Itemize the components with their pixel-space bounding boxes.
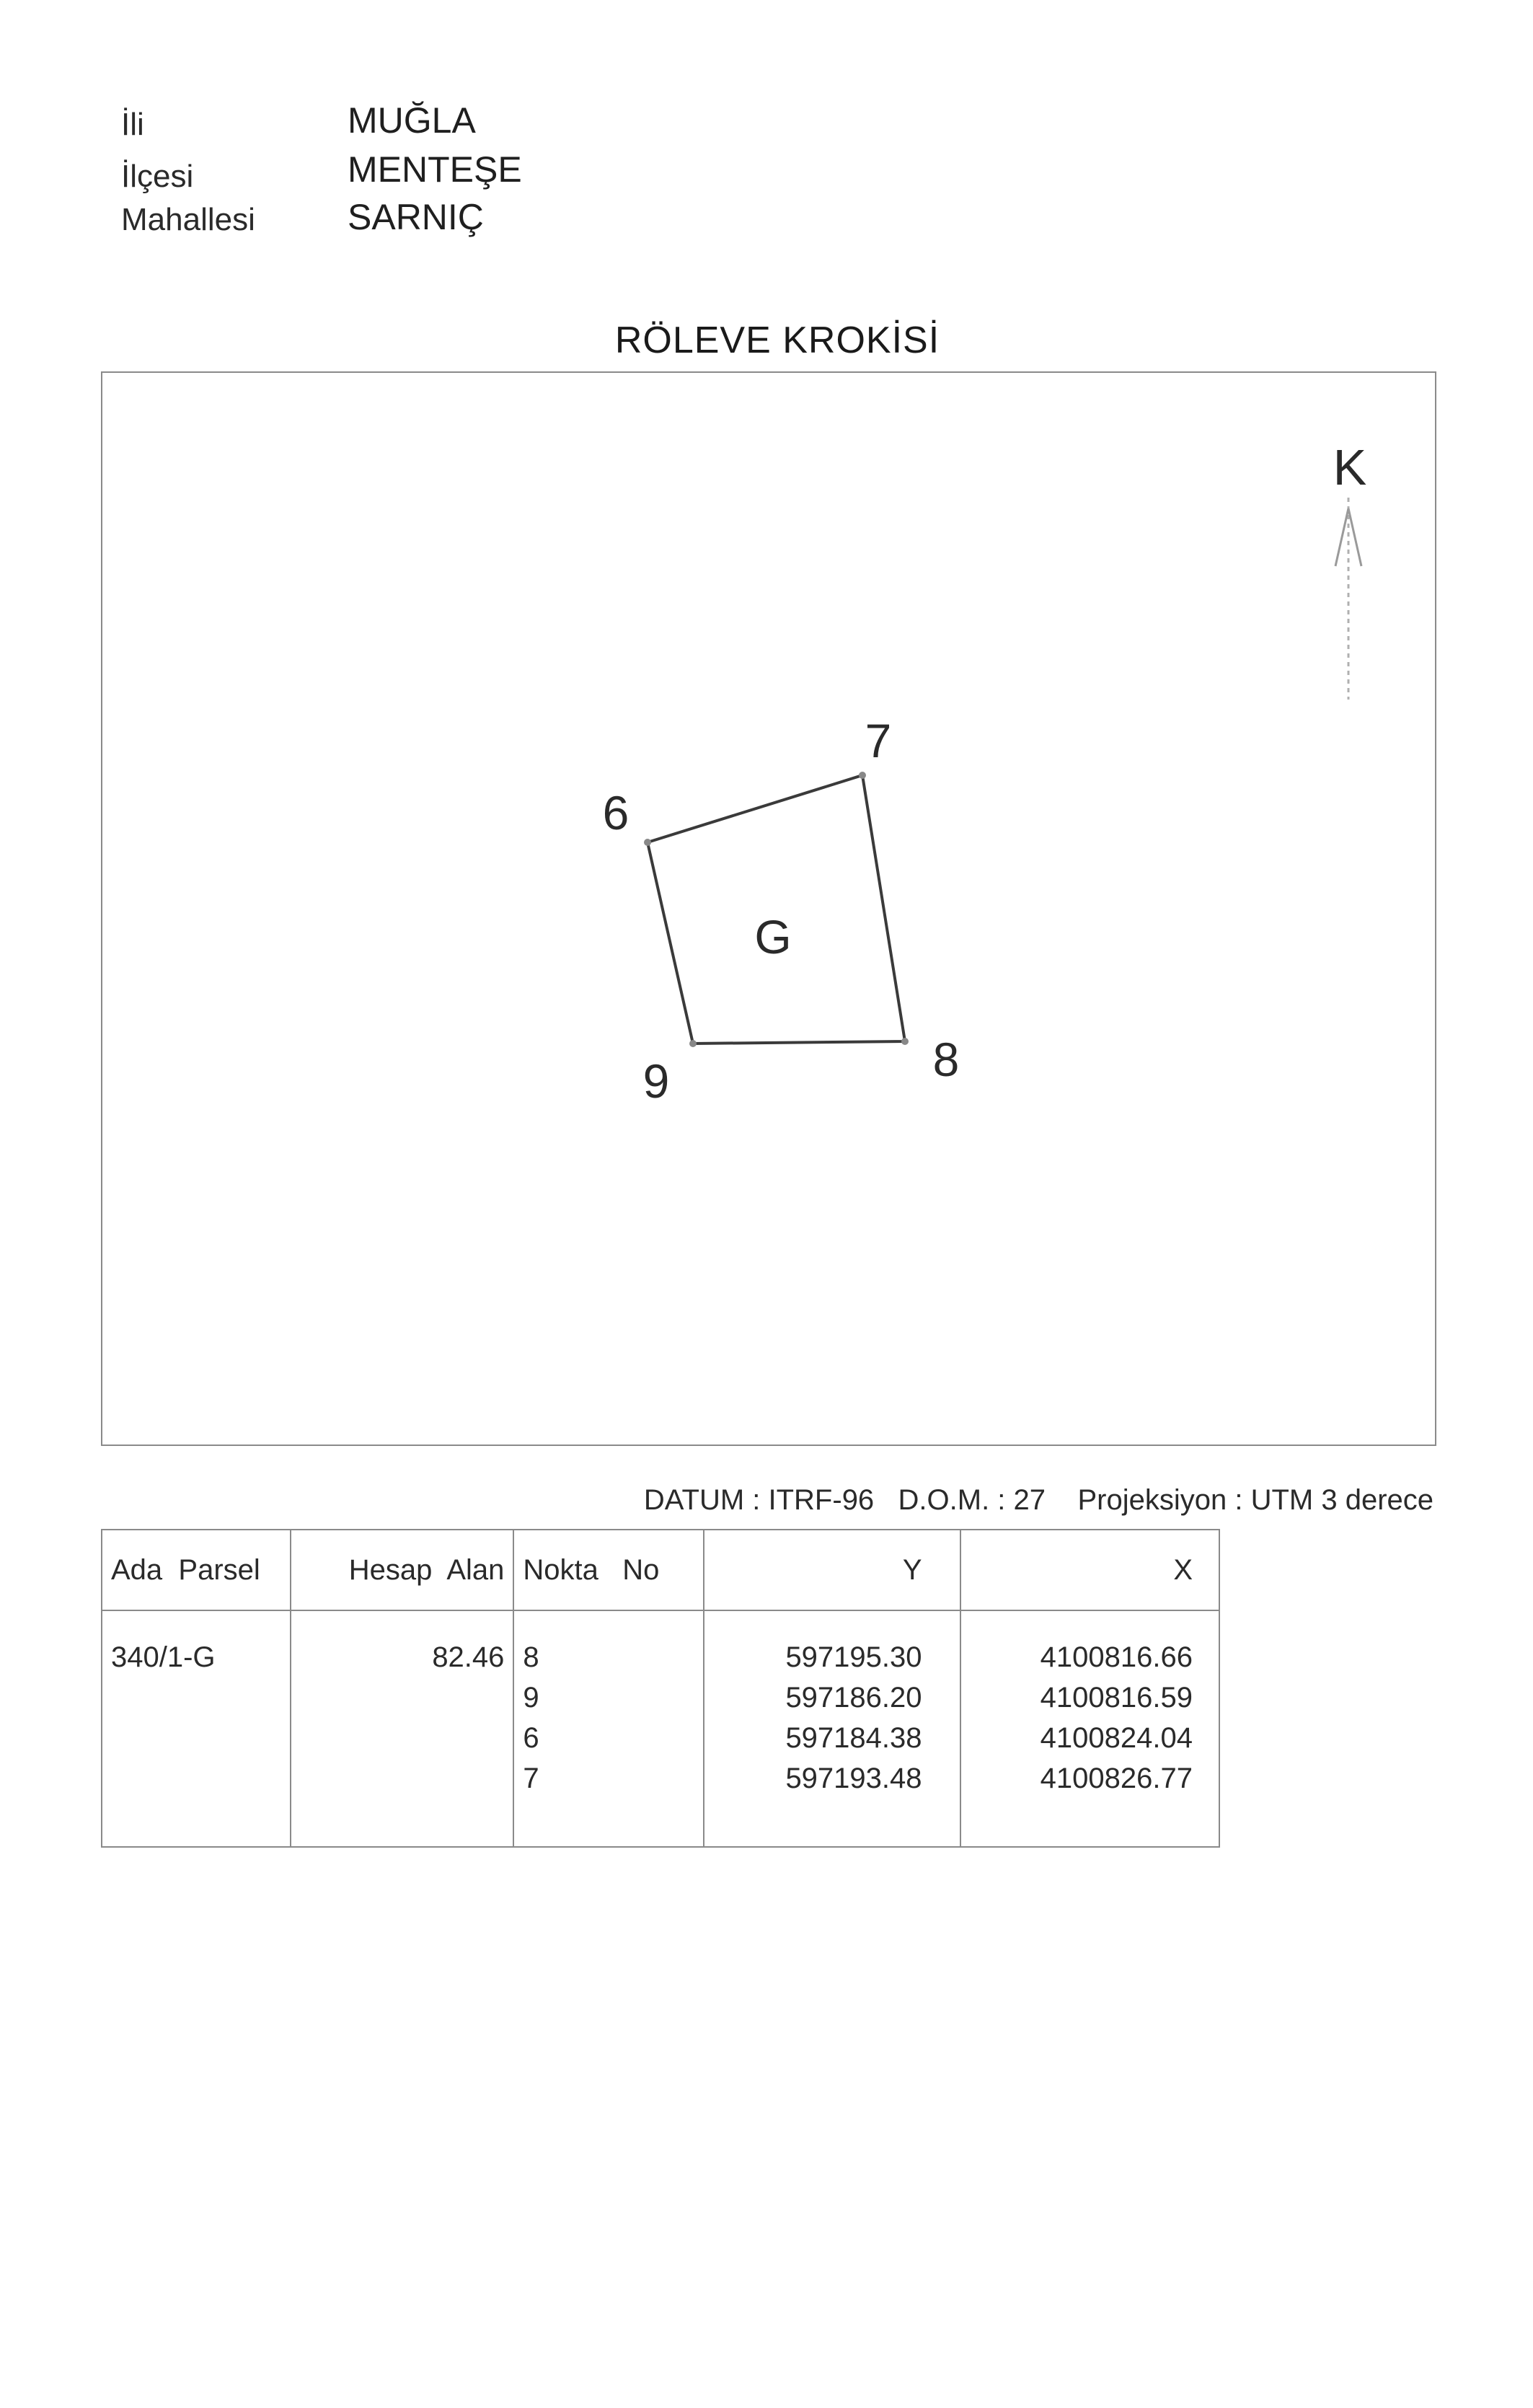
header-ada-parsel: Ada Parsel xyxy=(102,1530,291,1610)
header-y: Y xyxy=(704,1530,960,1610)
parcel-label: G xyxy=(754,910,792,963)
nokta-no: 8 xyxy=(523,1641,539,1673)
cell-x-list xyxy=(960,1610,1219,1847)
point-label-7: 7 xyxy=(865,714,892,767)
x-value: 4100816.66 xyxy=(1040,1641,1193,1673)
cell-nokta-list xyxy=(513,1610,704,1847)
vertex-8 xyxy=(901,1038,909,1045)
il-value: MUĞLA xyxy=(348,100,476,141)
point-label-6: 6 xyxy=(602,786,629,839)
y-value: 597195.30 xyxy=(785,1641,922,1673)
table-header-row xyxy=(102,1530,1219,1610)
header-x: X xyxy=(960,1530,1219,1610)
projection-text: Projeksiyon : UTM 3 derece xyxy=(1077,1484,1433,1516)
y-value: 597193.48 xyxy=(785,1763,922,1794)
coordinate-table xyxy=(101,1529,1220,1848)
dom-text: D.O.M. : 27 xyxy=(898,1484,1046,1516)
nokta-no: 7 xyxy=(523,1763,539,1794)
ilce-label: İlçesi xyxy=(121,159,194,194)
mahalle-label: Mahallesi xyxy=(121,202,255,237)
x-value: 4100826.77 xyxy=(1040,1763,1193,1794)
point-label-9: 9 xyxy=(642,1054,670,1108)
vertex-6 xyxy=(644,839,651,846)
datum-text: DATUM : ITRF-96 xyxy=(643,1484,875,1516)
header-nokta-no: Nokta No xyxy=(513,1530,704,1610)
table-row xyxy=(102,1610,1219,1847)
parcel-polygon xyxy=(648,775,905,1044)
mahalle-value: SARNIÇ xyxy=(348,197,484,237)
cell-ada-parsel: 340/1-G xyxy=(102,1610,291,1847)
header-hesap-alan: Hesap Alan xyxy=(291,1530,514,1610)
cell-y-list xyxy=(704,1610,960,1847)
vertex-9 xyxy=(689,1040,697,1047)
il-label: İli xyxy=(121,107,144,142)
ilce-value: MENTEŞE xyxy=(348,149,522,190)
vertex-7 xyxy=(859,772,866,779)
page-title: RÖLEVE KROKİSİ xyxy=(614,319,940,361)
x-value: 4100824.04 xyxy=(1040,1722,1193,1754)
nokta-no: 6 xyxy=(523,1722,539,1754)
point-label-8: 8 xyxy=(932,1033,960,1086)
nokta-no: 9 xyxy=(523,1682,539,1714)
y-value: 597184.38 xyxy=(785,1722,922,1754)
north-arrow-icon xyxy=(1335,498,1361,700)
x-value: 4100816.59 xyxy=(1040,1682,1193,1714)
north-label: K xyxy=(1333,439,1367,495)
y-value: 597186.20 xyxy=(785,1682,922,1714)
datum-info xyxy=(644,1484,1433,1517)
cell-hesap-alan: 82.46 xyxy=(291,1610,514,1847)
